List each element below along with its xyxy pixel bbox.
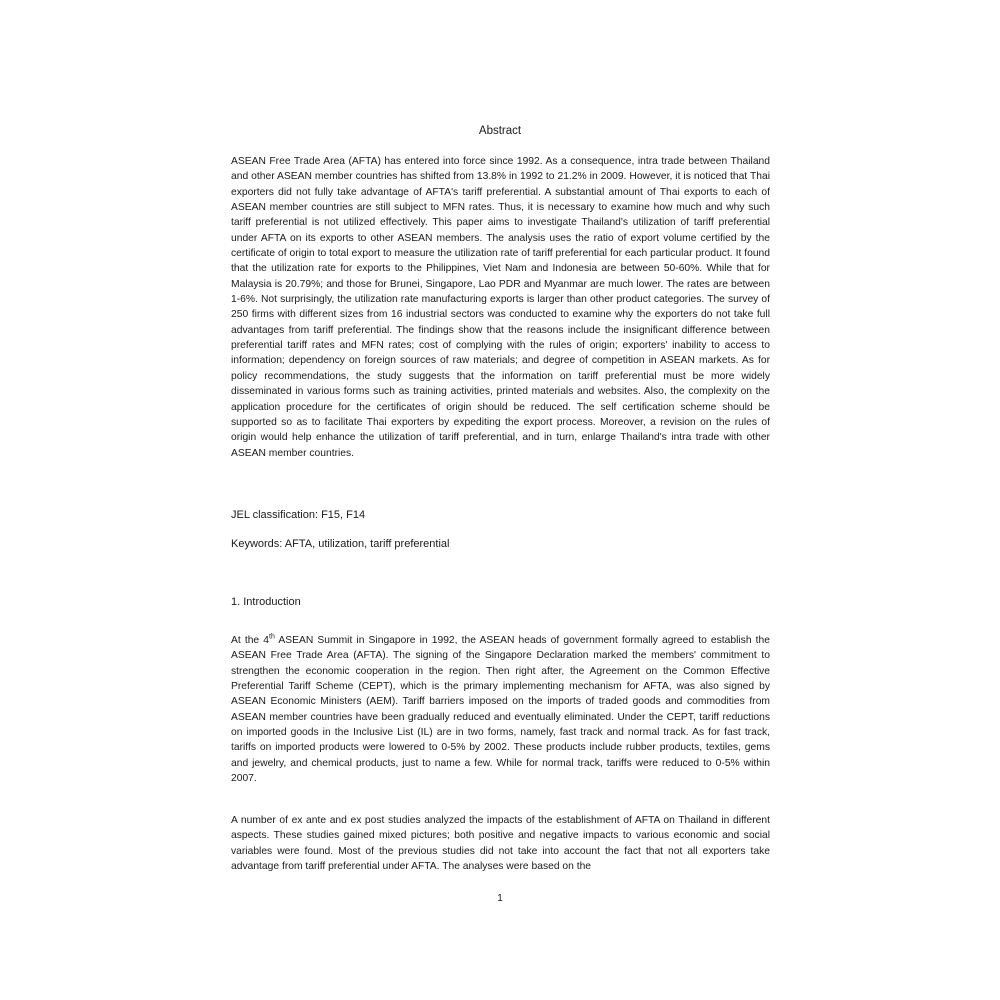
page-number: 1 bbox=[497, 893, 503, 904]
intro-paragraph-1 bbox=[231, 633, 770, 786]
intro-p1-start: At the 4 bbox=[231, 635, 269, 646]
intro-p1-rest: ASEAN Summit in Singapore in 1992, the ASEAN heads of government formally agreed to establish the ASEAN Free Trade Area (AFTA). The signing of the Singapore Declaration marked the members' commitment to strengthen the economic cooperation in the region. Then right after, the Agreement on the Common Effective Preferential Tariff Scheme (CEPT), which is the primary implementing mechanism for AFTA, was also signed by ASEAN Economic Ministers (AEM). Tariff barriers imposed on the imports of traded goods and commodities from ASEAN member countries have been gradually reduced and eventually eliminated. Under the CEPT, tariff reductions on imported goods in the Inclusive List (IL) are in two forms, namely, fast track and normal track. As for fast track, tariffs on imported products were lowered to 0-5% by 2002. These products include rubber products, textiles, gems and jewelry, and chemical products, just to name a few. While for normal track, tariffs were reduced to 0-5% within 2007. bbox=[231, 635, 770, 785]
abstract-heading: Abstract bbox=[478, 125, 522, 137]
section-heading: 1. Introduction bbox=[231, 596, 301, 608]
jel-classification: JEL classification: F15, F14 bbox=[231, 509, 366, 521]
intro-paragraph-2: A number of ex ante and ex post studies analyzed the impacts of the establishment of AFTA on Thailand in different aspects. These studies gained mixed pictures; both positive and negative impacts to various economic and social variables were found. Most of the previous studies did not take into account the fact that not all exporters take advantage from tariff preferential under AFTA. The analyses were based on the bbox=[231, 815, 770, 873]
ordinal-superscript: th bbox=[269, 633, 275, 641]
abstract-text: ASEAN Free Trade Area (AFTA) has entered into force since 1992. As a consequence, intra trade between Thailand and other ASEAN member countries has shifted from 13.8% in 1992 to 21.2% in 2009. However, it is noticed that Thai exporters did not fully take advantage of AFTA's tariff preferential. A substantial amount of Thai exports to each of ASEAN member countries are still subject to MFN rates. Thus, it is necessary to examine how much and why such tariff preferential is not utilized effectively. This paper aims to investigate Thailand's utilization of tariff preferential under AFTA on its exports to other ASEAN members. The analysis uses the ratio of export volume certified by the certificate of origin to total export to measure the utilization rate of tariff preferential for each particular product. It found that the utilization rate for exports to the Philippines, Viet Nam and Indonesia are between 50-60%. While that for Malaysia is 20.79%; and those for Brunei, Singapore, Lao PDR and Myanmar are much lower. The rates are between 1-6%. Not surprisingly, the utilization rate manufacturing exports is larger than other product categories. The survey of 250 firms with different sizes from 16 industrial sectors was conducted to examine why the exporters do not take full advantages from tariff preferential. The findings show that the reasons include the insignificant difference between preferential tariff rates and MFN rates; cost of complying with the rules of origin; exporters' inability to access to information; dependency on foreign sources of raw materials; and degree of competition in ASEAN markets. As for policy recommendations, the study suggests that the information on tariff preferential must be more widely disseminated in various forms such as training activities, printed materials and websites. Also, the complexity on the application procedure for the certificates of origin should be reduced. The self certification scheme should be supported so as to facilitate Thai exporters by expediting the export process. Moreover, a revision on the rules of origin would help enhance the utilization of tariff preferential, and in turn, enlarge Thailand's intra trade with other ASEAN member countries. bbox=[231, 156, 770, 459]
keywords: Keywords: AFTA, utilization, tariff preferential bbox=[231, 538, 450, 550]
